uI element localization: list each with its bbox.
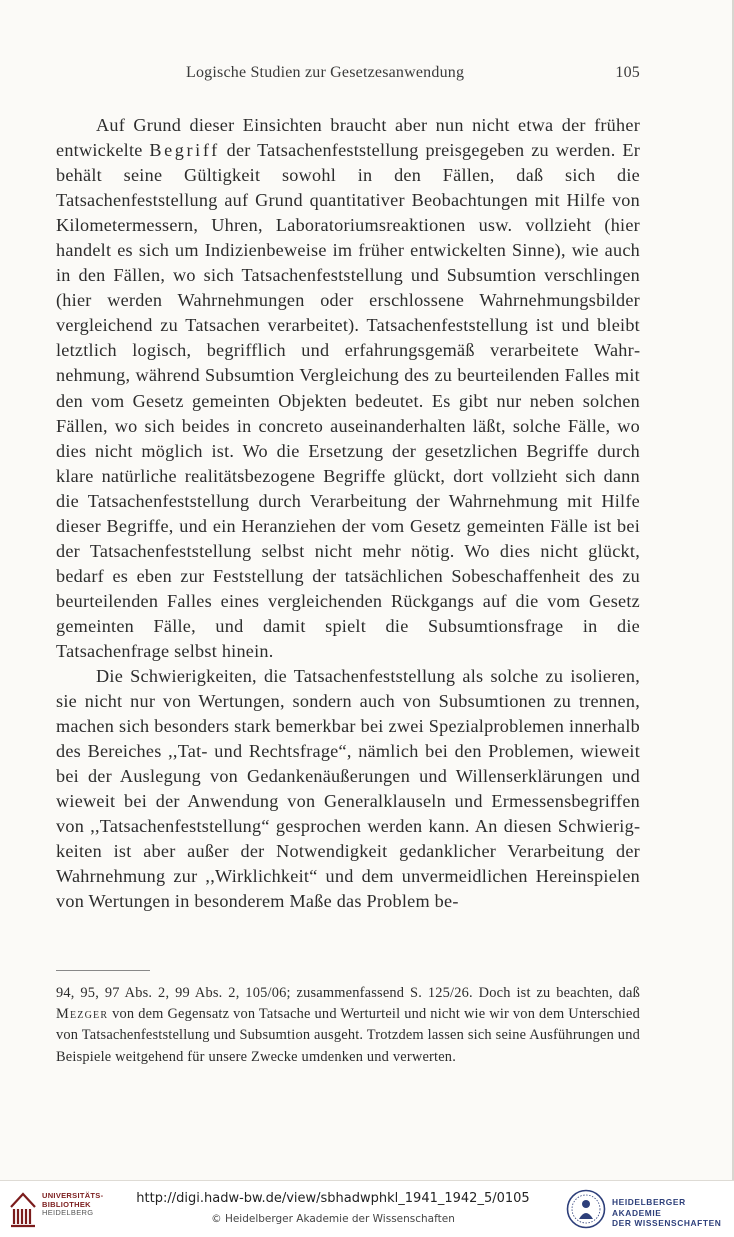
- copyright-notice: © Heidelberger Akademie der Wissenschaften: [211, 1213, 455, 1225]
- footnote-text-b: von dem Gegensatz von Tatsache und Werturteil und nicht wie wir von dem Unterschied von Tatsachenfeststellung und Subsumtion ausgeht. Trotzdem lassen sich seine Ausführungen und Beispiele weitgehend für unsere Zwecke umdenken und verwerten.: [56, 1006, 640, 1065]
- library-logo-icon[interactable]: [8, 1189, 38, 1229]
- running-head: [56, 64, 640, 86]
- library-name-line-3: HEIDELBERG: [42, 1208, 94, 1218]
- footnote: [56, 983, 640, 1068]
- library-name-line-1: UNIVERSITÄTS-: [42, 1191, 104, 1200]
- footnote-rule: [56, 970, 150, 971]
- viewer-footer: [0, 1180, 734, 1237]
- body-text: [56, 113, 640, 915]
- academy-name: [612, 1197, 734, 1229]
- running-head-title: Logische Studien zur Gesetzesanwendung: [186, 64, 465, 81]
- paragraph-1-text-a: Auf Grund dieser Einsichten braucht aber nun nicht etwa der früher entwickelte: [56, 115, 640, 161]
- library-name: [42, 1192, 103, 1218]
- footnote-text-a: 94, 95, 97 Abs. 2, 99 Abs. 2, 105/06; zusammenfassend S. 125/26. Doch ist zu beachten, daß: [56, 985, 640, 1001]
- page-number: 105: [615, 64, 640, 81]
- library-name-line-2: BIBLIOTHEK: [42, 1199, 91, 1209]
- paragraph-1: [56, 113, 640, 664]
- academy-name-line-2: DER WISSENSCHAFTEN: [612, 1218, 722, 1228]
- paragraph-1-text-b: der Tatsachenfeststellung preisgegeben zu werden. Er behält seine Gültigkeit sowohl in den Fällen, daß sich die Tatsachenfeststellung auf Grund quantitativer Beobachtungen mit Hilfe von Kilometermessern, Uhren, Laboratoriumsreaktionen usw. vollzieht (hier handelt es sich um Indizienbeweise im früher entwickelten Sinne), wie auch in den Fällen, wo sich Tatsachenfeststellung und Subsumtion verschlingen (hier werden Wahrnehmungen oder erschlossene Wahrnehmungsbilder vergleichend zu Tatsachen verarbeitet). Tatsachenfeststellung ist und bleibt letztlich logisch, begrifflich und erfahrungsgemäß verarbeitete Wahrnehmung, während Subsumtion Vergleichung des zu beurteilenden Falles mit den vom Gesetz gemeinten Objekten bedeutet. Es gibt nur neben solchen Fällen, wo sich beides in concreto auseinanderhalten läßt, solche Fälle, wo dies nicht möglich ist. Wo die Ersetzung der gesetzlichen Begriffe durch klare natürliche realitätsbezogene Begriffe glückt, dort vollzieht sich dann die Tatsachenfeststellung durch Verarbeitung der Wahrnehmung mit Hilfe dieser Begriffe, und ein Heranziehen der vom Gesetz gemeinten Fälle ist bei der Tatsachenfeststellung selbst nicht mehr nötig. Wo dies nicht glückt, bedarf es eben zur Feststellung der tatsächlichen Sobeschaffenheit des zu beurteilenden Falles eines vergleichenden Rückgangs auf die vom Gesetz gemeinten Fälle, und damit spielt die Subsumtionsfrage in die Tatsachenfrage selbst hinein.: [56, 140, 641, 661]
- emphasized-term: Begriff: [149, 140, 220, 161]
- academy-name-line-1: HEIDELBERGER AKADEMIE: [612, 1197, 686, 1218]
- footnote-author-name: Mezger: [56, 1006, 109, 1023]
- paragraph-2: Die Schwierigkeiten, die Tatsachenfeststellung als solche zu isolieren, sie nicht nur von Wertungen, sondern auch von Subsumtionen zu trennen, machen sich besonders stark bemerkbar bei zwei Spezialproblemen innerhalb des Bereiches ,,Tat- und Rechtsfrage“, nämlich bei den Problemen, wieweit bei der Auslegung von Gedankenäußerungen und Willenserklärungen und wieweit bei der Anwendung von Generalklauseln und Ermessensbegriffen von ,,Tatsachenfeststellung“ gesprochen werden kann. An diesen Schwierigkeiten ist aber außer der Notwendigkeit gedanklicher Verarbeitung der Wahrnehmung zur ,,Wirklichkeit“ und dem unvermeidlichen Hereinspielen von Wertungen in besonderem Maße das Problem be-: [56, 666, 640, 912]
- permalink[interactable]: http://digi.hadw-bw.de/view/sbhadwphkl_1941_1942_5/0105: [136, 1191, 530, 1206]
- academy-seal-icon[interactable]: [566, 1189, 606, 1229]
